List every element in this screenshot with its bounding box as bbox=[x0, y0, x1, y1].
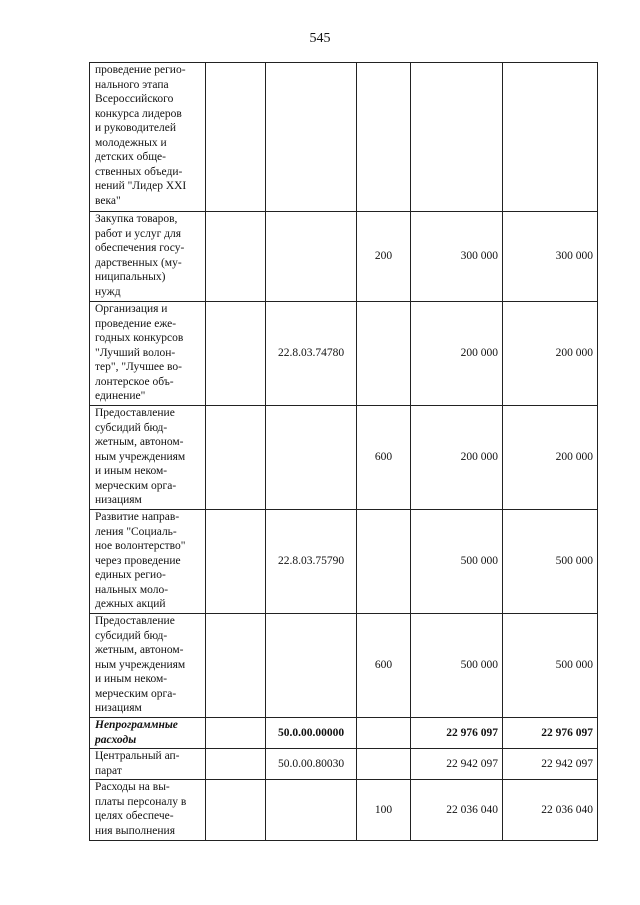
table-row bbox=[90, 212, 598, 302]
cell-name: Развитие направ- ления "Социаль- ное волонтерство" через проведение единых регио- нальных моло- дежных акций bbox=[90, 510, 206, 614]
cell-name: Непрограммные расходы bbox=[90, 718, 206, 749]
cell-ministry bbox=[206, 406, 266, 510]
cell-sum-1: 22 976 097 bbox=[411, 718, 503, 749]
cell-code: 50.0.00.00000 bbox=[266, 718, 357, 749]
budget-table-body bbox=[90, 63, 598, 841]
cell-sum-1: 500 000 bbox=[411, 510, 503, 614]
cell-sum-2 bbox=[503, 63, 598, 212]
page-number: 545 bbox=[309, 31, 331, 46]
cell-ministry bbox=[206, 718, 266, 749]
cell-ministry bbox=[206, 780, 266, 841]
cell-ministry bbox=[206, 510, 266, 614]
cell-name: Организация и проведение еже- годных конкурсов "Лучший волон- тер", "Лучшее во- лонтерское объ- единение" bbox=[90, 302, 206, 406]
table-row bbox=[90, 749, 598, 780]
cell-sum-1: 500 000 bbox=[411, 614, 503, 718]
cell-code: 22.8.03.75790 bbox=[266, 510, 357, 614]
table-row bbox=[90, 63, 598, 212]
cell-sum-2: 500 000 bbox=[503, 614, 598, 718]
budget-table bbox=[89, 62, 598, 841]
cell-expense-type bbox=[357, 749, 411, 780]
cell-sum-2: 300 000 bbox=[503, 212, 598, 302]
cell-name: Центральный ап- парат bbox=[90, 749, 206, 780]
cell-code bbox=[266, 63, 357, 212]
cell-expense-type bbox=[357, 302, 411, 406]
cell-expense-type: 600 bbox=[357, 614, 411, 718]
cell-sum-2: 200 000 bbox=[503, 406, 598, 510]
cell-ministry bbox=[206, 302, 266, 406]
cell-ministry bbox=[206, 63, 266, 212]
cell-sum-1: 22 036 040 bbox=[411, 780, 503, 841]
cell-ministry bbox=[206, 749, 266, 780]
cell-code: 22.8.03.74780 bbox=[266, 302, 357, 406]
cell-code bbox=[266, 780, 357, 841]
cell-ministry bbox=[206, 212, 266, 302]
table-row bbox=[90, 614, 598, 718]
cell-sum-2: 22 976 097 bbox=[503, 718, 598, 749]
cell-sum-1 bbox=[411, 63, 503, 212]
cell-sum-1: 300 000 bbox=[411, 212, 503, 302]
cell-code bbox=[266, 212, 357, 302]
cell-code bbox=[266, 406, 357, 510]
cell-expense-type: 100 bbox=[357, 780, 411, 841]
table-row bbox=[90, 302, 598, 406]
cell-sum-1: 22 942 097 bbox=[411, 749, 503, 780]
cell-code bbox=[266, 614, 357, 718]
cell-name: Закупка товаров, работ и услуг для обеспечения госу- дарственных (му- ниципальных) нужд bbox=[90, 212, 206, 302]
table-row bbox=[90, 510, 598, 614]
cell-name: Расходы на вы- платы персоналу в целях обеспече- ния выполнения bbox=[90, 780, 206, 841]
cell-sum-1: 200 000 bbox=[411, 302, 503, 406]
cell-sum-2: 22 036 040 bbox=[503, 780, 598, 841]
cell-expense-type: 600 bbox=[357, 406, 411, 510]
cell-expense-type bbox=[357, 510, 411, 614]
cell-name: Предоставление субсидий бюд- жетным, автоном- ным учреждениям и иным неком- мерческим орга- низациям bbox=[90, 614, 206, 718]
cell-sum-2: 22 942 097 bbox=[503, 749, 598, 780]
cell-sum-1: 200 000 bbox=[411, 406, 503, 510]
cell-expense-type bbox=[357, 63, 411, 212]
cell-name: Предоставление субсидий бюд- жетным, автоном- ным учреждениям и иным неком- мерческим орга- низациям bbox=[90, 406, 206, 510]
table-row bbox=[90, 718, 598, 749]
cell-code: 50.0.00.80030 bbox=[266, 749, 357, 780]
cell-expense-type: 200 bbox=[357, 212, 411, 302]
cell-ministry bbox=[206, 614, 266, 718]
cell-sum-2: 200 000 bbox=[503, 302, 598, 406]
cell-expense-type bbox=[357, 718, 411, 749]
table-row bbox=[90, 406, 598, 510]
table-row bbox=[90, 780, 598, 841]
cell-sum-2: 500 000 bbox=[503, 510, 598, 614]
cell-name: проведение регио- нального этапа Всероссийского конкурса лидеров и руководителей молодежных и детских обще- ственных объеди- нений "Лидер XXI века" bbox=[90, 63, 206, 212]
